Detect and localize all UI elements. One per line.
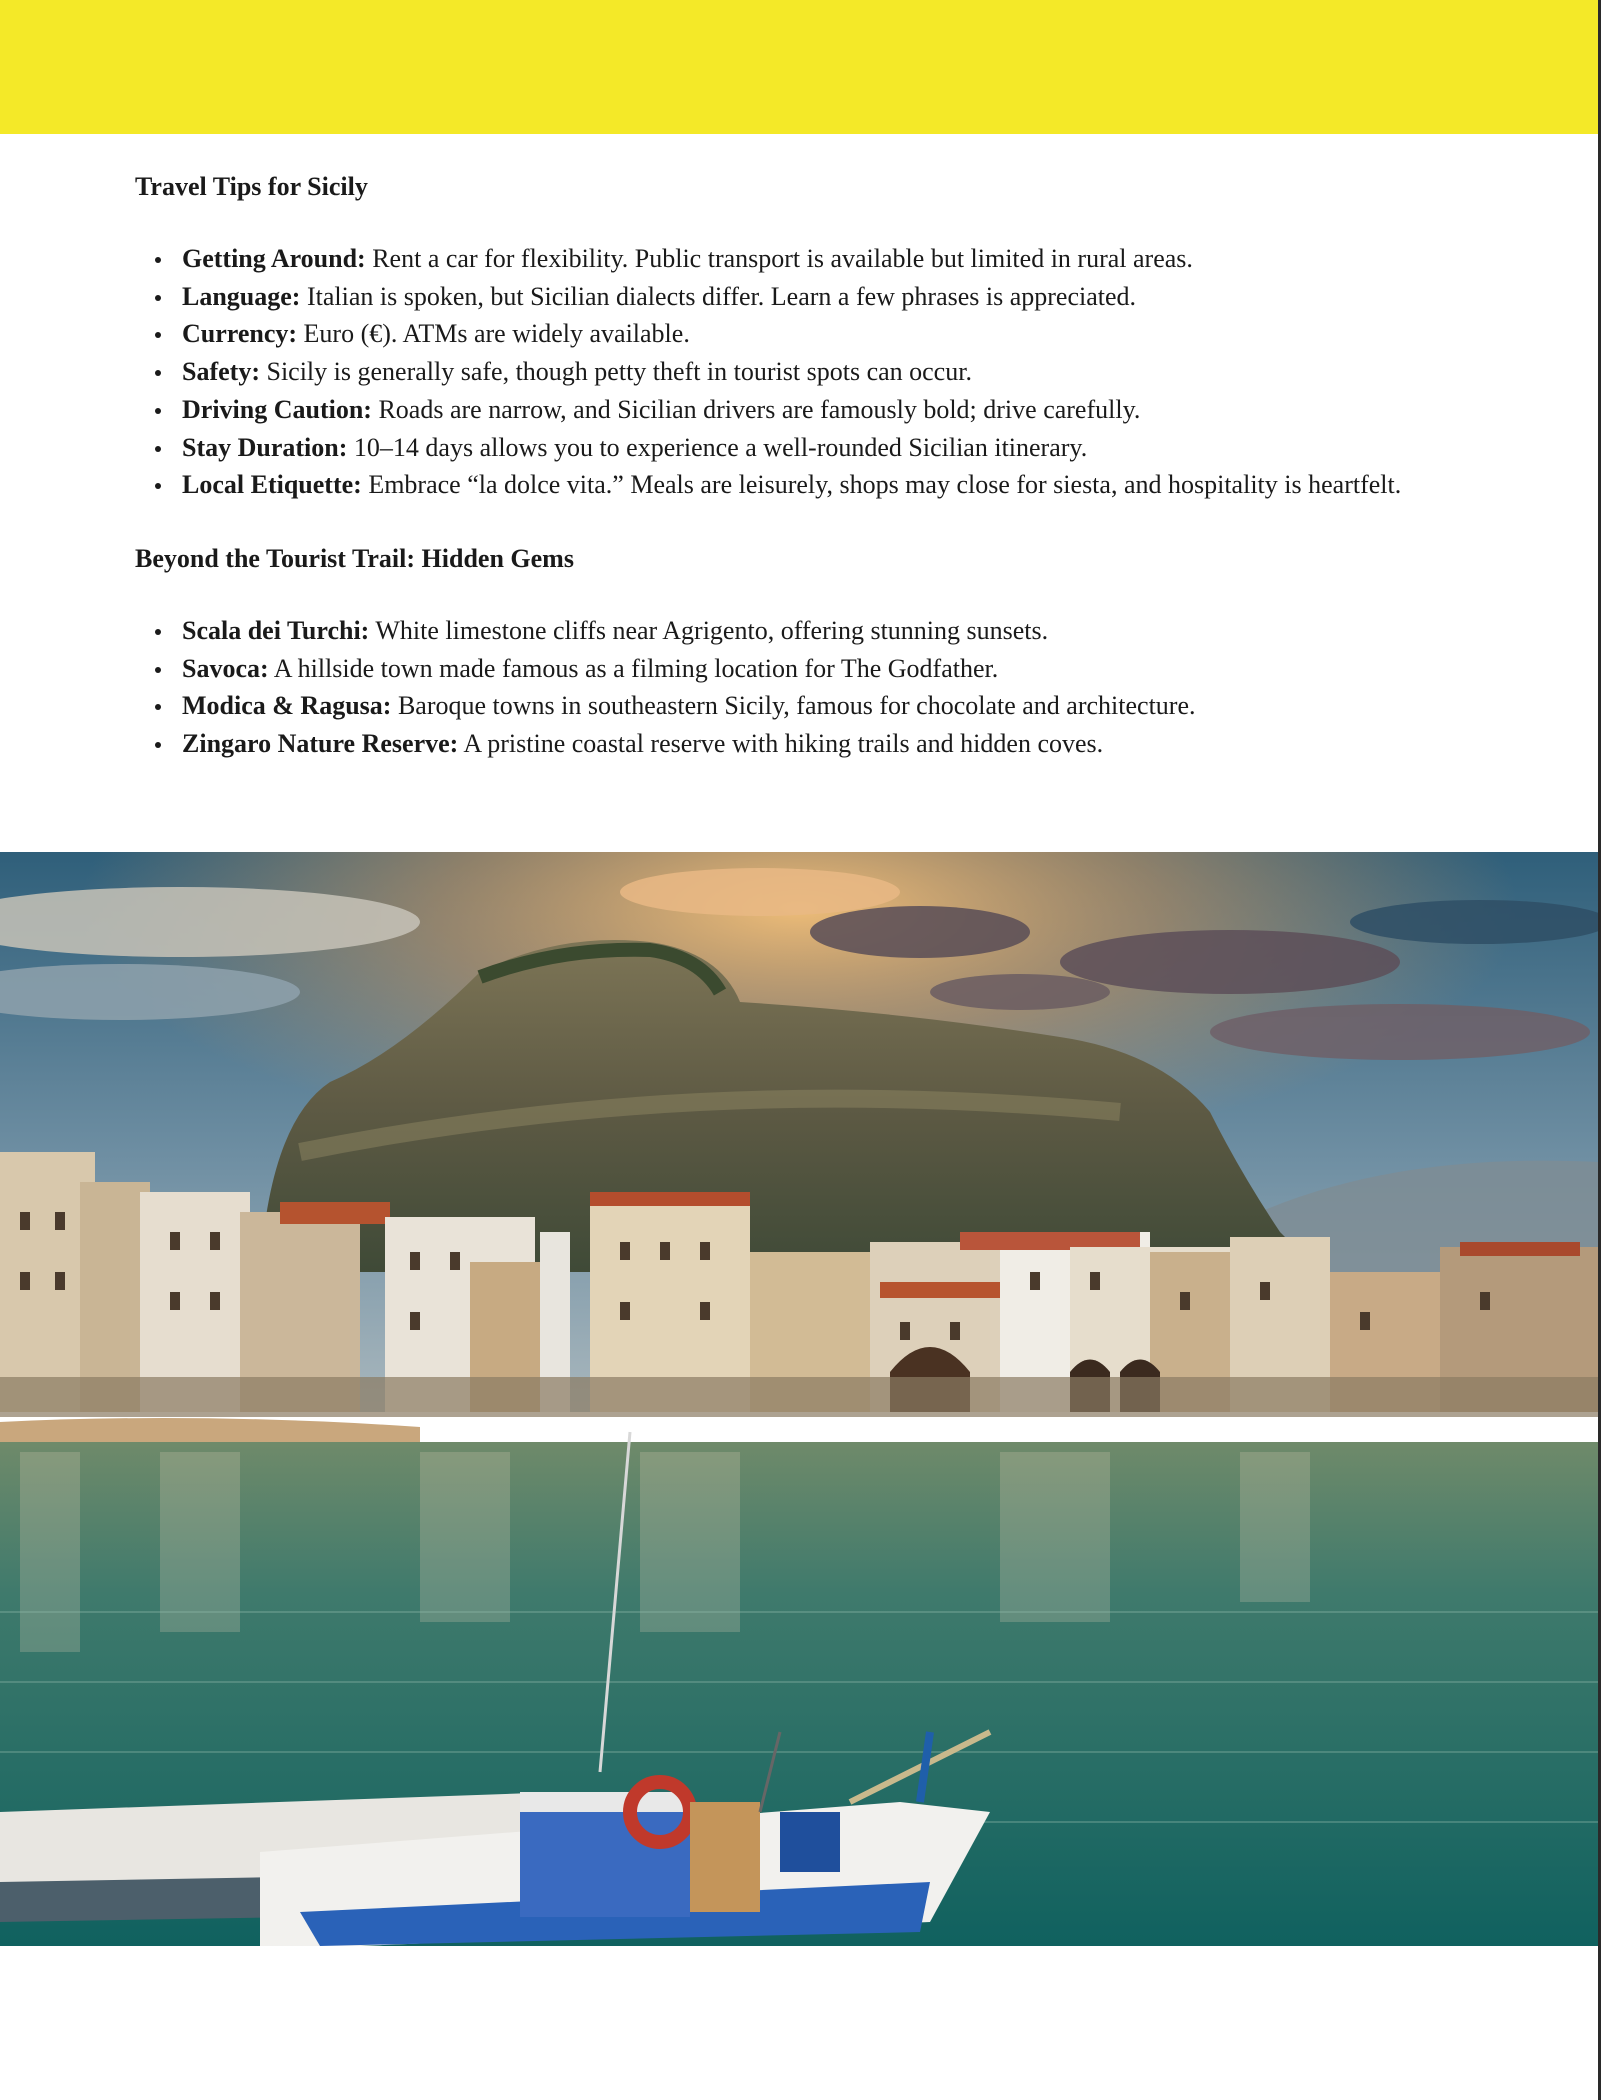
list-item <box>182 725 1465 763</box>
list-item-term: Driving Caution: <box>182 394 372 424</box>
list-item-term: Language: <box>182 281 301 311</box>
list-item-term: Stay Duration: <box>182 432 348 462</box>
list-item-text: Italian is spoken, but Sicilian dialects differ. Learn a few phrases is appreciated. <box>306 281 1137 311</box>
list-item <box>182 612 1465 650</box>
list-item-text: Rent a car for flexibility. Public transport is available but limited in rural areas. <box>372 244 1193 273</box>
list-item-text: A hillside town made famous as a filming location for The Godfather. <box>273 653 999 683</box>
list-item-text: Roads are narrow, and Sicilian drivers are famously bold; drive carefully. <box>378 394 1141 424</box>
list-item-term: Scala dei Turchi: <box>182 615 370 645</box>
list-item <box>182 353 1465 391</box>
list-item-term: Modica & Ragusa: <box>182 691 392 721</box>
list-item <box>182 315 1465 353</box>
list-item-text: White limestone cliffs near Agrigento, offering stunning sunsets. <box>375 615 1049 645</box>
list-item-term: Getting Around: <box>182 244 366 273</box>
hidden-gems-section <box>135 540 1465 763</box>
section-heading: Beyond the Tourist Trail: Hidden Gems <box>135 543 574 573</box>
list-item <box>182 650 1465 688</box>
list-item <box>182 391 1465 429</box>
list-item-term: Zingaro Nature Reserve: <box>182 729 459 759</box>
list-item-text: 10–14 days allows you to experience a well-rounded Sicilian itinerary. <box>353 432 1088 462</box>
travel-tips-section <box>135 168 1465 504</box>
list-item-text: Baroque towns in southeastern Sicily, famous for chocolate and architecture. <box>397 691 1196 721</box>
cefalu-harbor-photo <box>0 852 1598 1946</box>
list-item-text: A pristine coastal reserve with hiking trails and hidden coves. <box>463 729 1104 759</box>
list-item-text: Embrace “la dolce vita.” Meals are leisurely, shops may close for siesta, and hospitality is heartfelt. <box>368 470 1402 500</box>
list-item <box>182 429 1465 467</box>
list-item <box>182 278 1465 316</box>
article-content <box>135 168 1465 799</box>
list-item <box>182 687 1465 725</box>
list-item-term: Savoca: <box>182 653 269 683</box>
hidden-gems-list <box>135 612 1465 763</box>
list-item-text: Sicily is generally safe, though petty theft in tourist spots can occur. <box>266 357 972 387</box>
list-item <box>182 466 1465 504</box>
list-item <box>182 240 1465 278</box>
list-item-term: Safety: <box>182 357 260 387</box>
section-heading: Travel Tips for Sicily <box>135 172 368 201</box>
travel-tips-list <box>135 240 1465 504</box>
header-color-band <box>0 0 1601 134</box>
list-item-term: Currency: <box>182 319 298 349</box>
list-item-text: Euro (€). ATMs are widely available. <box>303 319 690 349</box>
list-item-term: Local Etiquette: <box>182 470 362 500</box>
